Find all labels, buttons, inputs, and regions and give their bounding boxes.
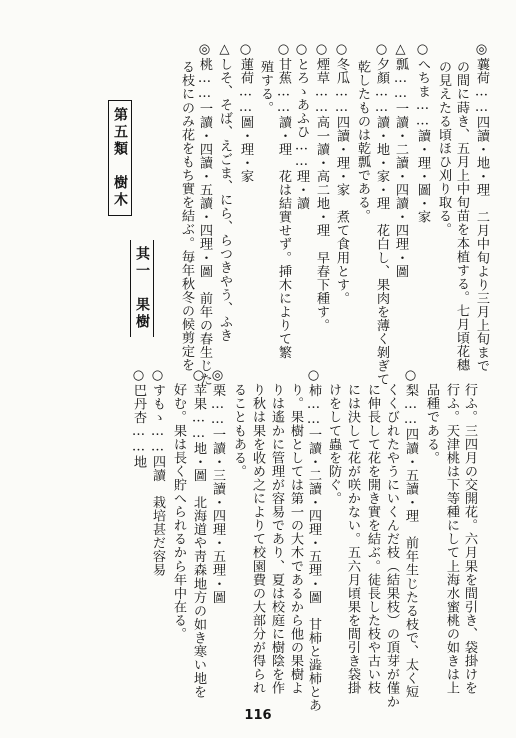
text-column: には決して花が咲かない。五六月頃果を間引き袋掛 bbox=[345, 383, 360, 695]
text-column: ○すもゝ……四讀 栽培甚だ容易 bbox=[150, 368, 165, 577]
text-column: ○柿……一讀・二讀・四理・五理・圖 甘柿と澁柿とあ bbox=[306, 368, 321, 713]
text-column: ○苹果……地・圖 北海道や靑森地方の如き寒い地を bbox=[191, 368, 206, 699]
text-column: り秋は果を收め之によりて校園費の大部分が得られ bbox=[250, 383, 265, 695]
text-column: 殖する。 bbox=[258, 60, 273, 115]
text-column: ○梨……四讀・五讀・理 前年生じたる枝で、太く短 bbox=[403, 368, 418, 699]
text-column: ○蓮荷……圖・理・家 bbox=[238, 42, 253, 183]
text-column: ○へちま……讀・理・圖・家 bbox=[415, 42, 430, 224]
text-column: 行ふ。三四月の交開花。六月果を間引き、袋掛けを bbox=[462, 383, 477, 695]
text-column: り。果樹としては第一の大木であるから他の果樹よ bbox=[288, 383, 303, 695]
text-column: 行ふ。天津桃は下等種にして上海水蜜桃の如きは上 bbox=[444, 383, 459, 695]
text-column: に伸長して花を開き實を結ぶ。徒長した枝や古い枝 bbox=[365, 383, 380, 695]
section-header-subcategory: 其一 果樹 bbox=[130, 240, 154, 337]
text-column: ○甘蕉……讀・理 花は結實せず。挿木によりて繁 bbox=[276, 42, 291, 360]
text-column: くくびれたやうにいくんだ枝（結果枝）の頂芽が僅か bbox=[384, 383, 399, 709]
text-column: ◎蘘荷……四讀・地・理 二月中旬より三月上旬まで bbox=[474, 42, 489, 373]
text-column: りは遙かに管理が容易であり、夏は校庭に樹陰を作 bbox=[269, 383, 284, 695]
text-column: の間に蒔き、五月上中旬苗を本植する。七月頃花穗 bbox=[454, 60, 469, 372]
section-header-category: 第五類 樹木 bbox=[108, 100, 132, 216]
text-column: ○とろゝあふひ……理・讀 bbox=[294, 42, 309, 210]
text-column: ○冬瓜……四讀・理・家 煮て食用とす。 bbox=[334, 42, 349, 305]
text-column: ◎桃……一讀・四讀・五讀・四理・圖 前年の春生じた bbox=[197, 42, 212, 387]
text-column: けをして蟲を防ぐ。 bbox=[326, 383, 341, 505]
page-number: 116 bbox=[244, 708, 272, 723]
text-column: ることもある。 bbox=[231, 383, 246, 478]
text-column: 乾したものは乾瓢である。 bbox=[355, 60, 370, 223]
text-column: ○煙草……高一讀・高二地・理 早春下種す。 bbox=[314, 42, 329, 332]
text-column: ◎栗……一讀・三讀・四理・五理・圖 bbox=[210, 368, 225, 604]
text-column: 品種である。 bbox=[424, 383, 439, 465]
text-column: ○巴丹杏……地 bbox=[131, 368, 146, 469]
text-column: の見えたる頃ほひ刈り取る。 bbox=[436, 60, 451, 237]
text-column: △しそ、そば、えごま、にら、らつきやう、ふき bbox=[217, 42, 232, 342]
text-column: る枝にのみ花をもち實を結ぶ。毎年秋冬の候剪定を bbox=[179, 60, 194, 372]
text-column: ○夕顏……讀・地・家・理 花白し、果肉を薄く剝ぎて bbox=[374, 42, 389, 387]
text-column: △瓢……一讀・二讀・四讀・四理・圖 bbox=[393, 42, 408, 278]
text-column: 好む。果は長く貯へられるから年中在る。 bbox=[171, 383, 186, 641]
